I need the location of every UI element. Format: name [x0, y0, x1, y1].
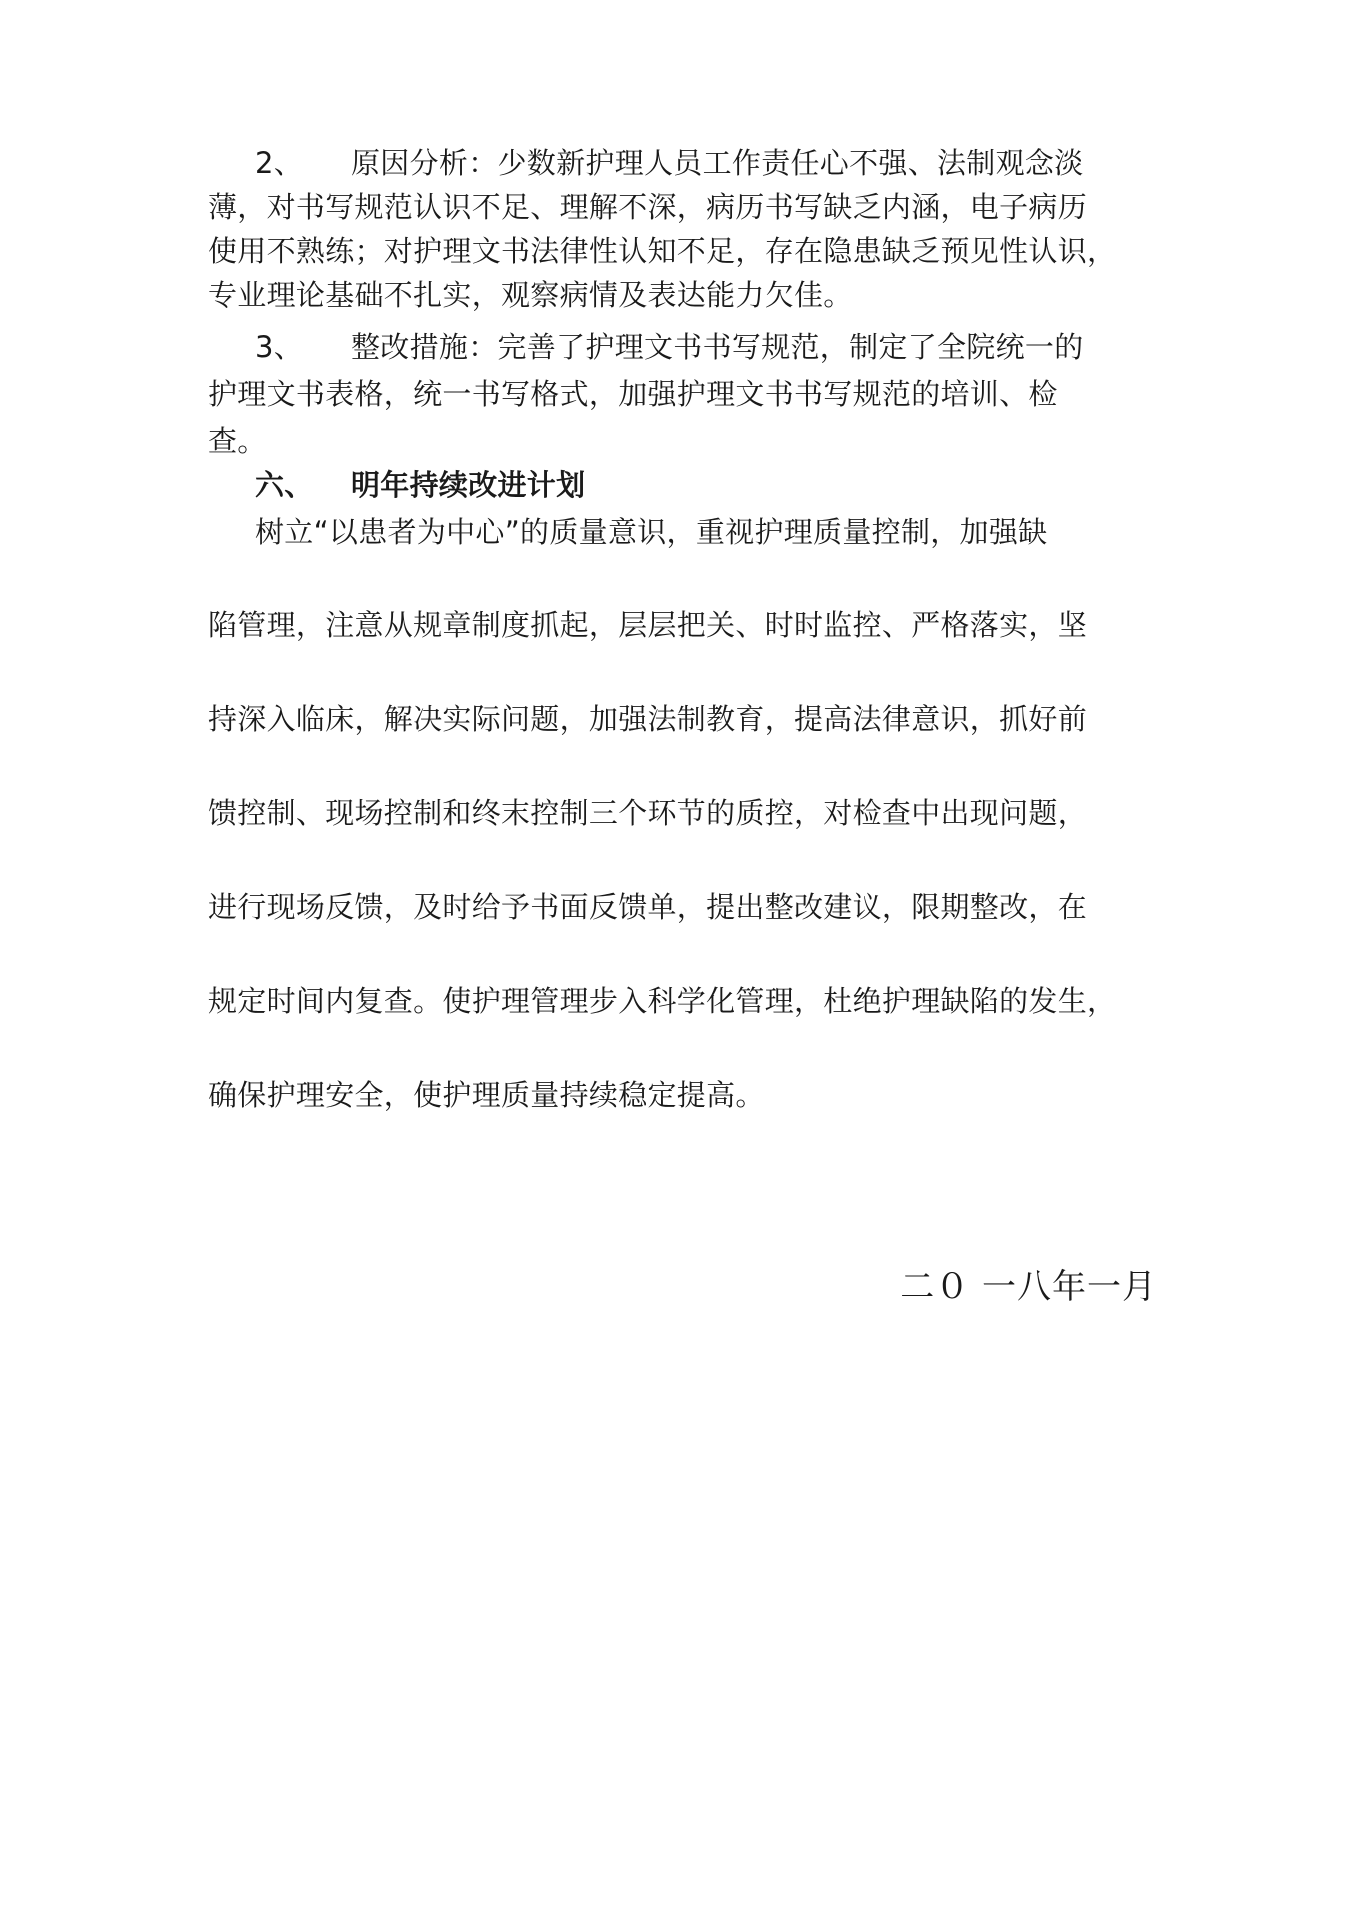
- section-6-line-1: 树立“以患者为中心”的质量意识，重视护理质量控制，加强缺: [255, 515, 1048, 549]
- item-3-number: 3、: [255, 330, 304, 364]
- item-3-text: 整改措施：完善了护理文书书写规范，制定了全院统一的: [351, 330, 1084, 364]
- item-2-line-1: [255, 143, 1084, 183]
- section-6-title: 明年持续改进计划: [351, 468, 586, 502]
- item-3-line-3: 查。: [208, 424, 267, 458]
- item-2-number: 2、: [255, 146, 304, 180]
- item-3-line-2: 护理文书表格，统一书写格式，加强护理文书书写规范的培训、检: [208, 377, 1058, 411]
- section-6-line-6: 规定时间内复查。使护理管理步入科学化管理，杜绝护理缺陷的发生，: [208, 984, 1117, 1018]
- document-date: 二０ 一八年一月: [900, 1267, 1157, 1307]
- item-2-text: 原因分析：少数新护理人员工作责任心不强、法制观念淡: [351, 146, 1084, 180]
- item-2-line-2: 薄，对书写规范认识不足、理解不深，病历书写缺乏内涵，电子病历: [208, 190, 1088, 224]
- section-6-heading: [255, 465, 585, 505]
- item-2-line-3: 使用不熟练；对护理文书法律性认知不足，存在隐患缺乏预见性认识，: [208, 234, 1117, 268]
- section-6-line-4: 馈控制、现场控制和终末控制三个环节的质控，对检查中出现问题，: [208, 796, 1088, 830]
- section-6-line-3: 持深入临床，解决实际问题，加强法制教育，提高法律意识，抓好前: [208, 702, 1088, 736]
- item-2-line-4: 专业理论基础不扎实，观察病情及表达能力欠佳。: [208, 278, 853, 312]
- section-6-line-2: 陷管理，注意从规章制度抓起，层层把关、时时监控、严格落实，坚: [208, 608, 1088, 642]
- item-3-line-1: [255, 327, 1084, 367]
- section-6-line-7: 确保护理安全，使护理质量持续稳定提高。: [208, 1078, 765, 1112]
- section-6-line-5: 进行现场反馈，及时给予书面反馈单，提出整改建议，限期整改，在: [208, 890, 1088, 924]
- section-6-number: 六、: [255, 468, 314, 502]
